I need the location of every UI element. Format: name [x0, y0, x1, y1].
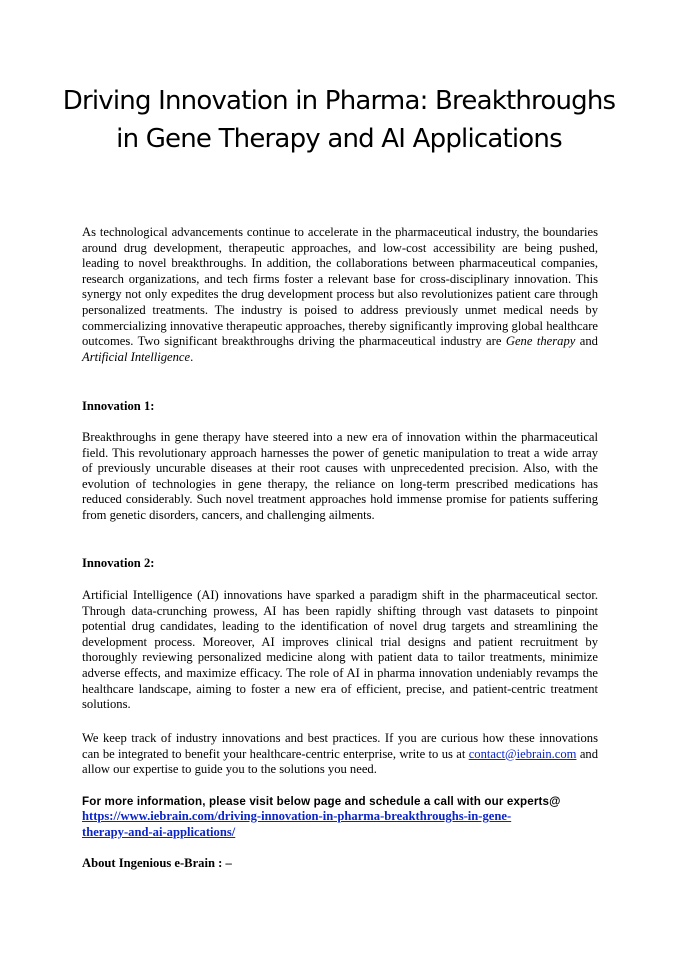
article-url-line-2: therapy-and-ai-applications/	[82, 824, 236, 839]
innovation-2-paragraph: Artificial Intelligence (AI) innovations have sparked a paradigm shift in the pharmaceutical sector. Through data-crunching prowess, AI has been rapidly shifting through vast datasets to pinpoint potential drug candidates, leading to the identification of novel drug targets and streamlining the development process. Moreover, AI improves clinical trial designs and patient recruitment by thoroughly reviewing personalized medicine along with patient data to tailor treatments, minimize adverse effects, and maximize efficacy. The role of AI in pharma innovation undeniably revamps the healthcare landscape, aiming to foster a new era of efficient, precise, and patient-centric treatment solutions.	[82, 588, 598, 712]
contact-email-link[interactable]: contact@iebrain.com	[468, 746, 577, 761]
innovation-1-heading: Innovation 1:	[82, 399, 155, 413]
intro-text: As technological advancements continue to accelerate in the pharmaceutical industry, the boundaries around drug development, therapeutic approaches, and low-cost accessibility are being pushed, leading to novel breakthroughs. In addition, the collaborations between pharmaceutical companies, research organizations, and tech firms foster a relevant base for cross-disciplinary innovation. This synergy not only expedites the drug development process but also revolutionizes patient care through personalized treatments. The industry is poised to address previously unmet medical needs by commercializing innovative therapeutic approaches, thereby significantly improving global healthcare outcomes. Two significant breakthroughs driving the pharmaceutical industry are	[82, 225, 598, 349]
gene-therapy-term: Gene therapy	[505, 334, 576, 349]
intro-end: .	[190, 349, 194, 364]
closing-text: We keep track of industry innovations and best practices. If you are curious how these innovations can be integrated to benefit your healthcare-centric enterprise, write to us at	[82, 731, 598, 761]
cta-text: For more information, please visit below page and schedule a call with our experts@	[82, 795, 561, 808]
closing-paragraph	[82, 731, 598, 778]
article-url-line-1: https://www.iebrain.com/driving-innovation-in-pharma-breakthroughs-in-gene-	[82, 809, 512, 823]
closing-text-end: and allow our expertise to guide you to the solutions you need.	[82, 746, 598, 777]
intro-joiner: and	[579, 334, 598, 349]
intro-paragraph	[82, 225, 598, 365]
article-url-link[interactable]	[82, 809, 511, 839]
innovation-1-paragraph: Breakthroughs in gene therapy have steered into a new era of innovation within the pharmaceutical field. This revolutionary approach harnesses the power of genetic manipulation to treat a wide array of previously uncurable diseases at their root causes with unprecedented precision. Also, with the evolution of technologies in gene therapy, the reliance on long-term prescribed medications has reduced considerably. Such novel treatment approaches hold immense promise for patients suffering from genetic disorders, cancers, and challenging ailments.	[82, 430, 598, 522]
about-heading: About Ingenious e-Brain : –	[82, 856, 232, 870]
artificial-intelligence-term: Artificial Intelligence	[82, 349, 191, 364]
cta-link-block	[82, 809, 598, 840]
innovation-2-heading: Innovation 2:	[82, 556, 155, 570]
document-title: Driving Innovation in Pharma: Breakthroughs in Gene Therapy and AI Applications	[62, 86, 616, 154]
